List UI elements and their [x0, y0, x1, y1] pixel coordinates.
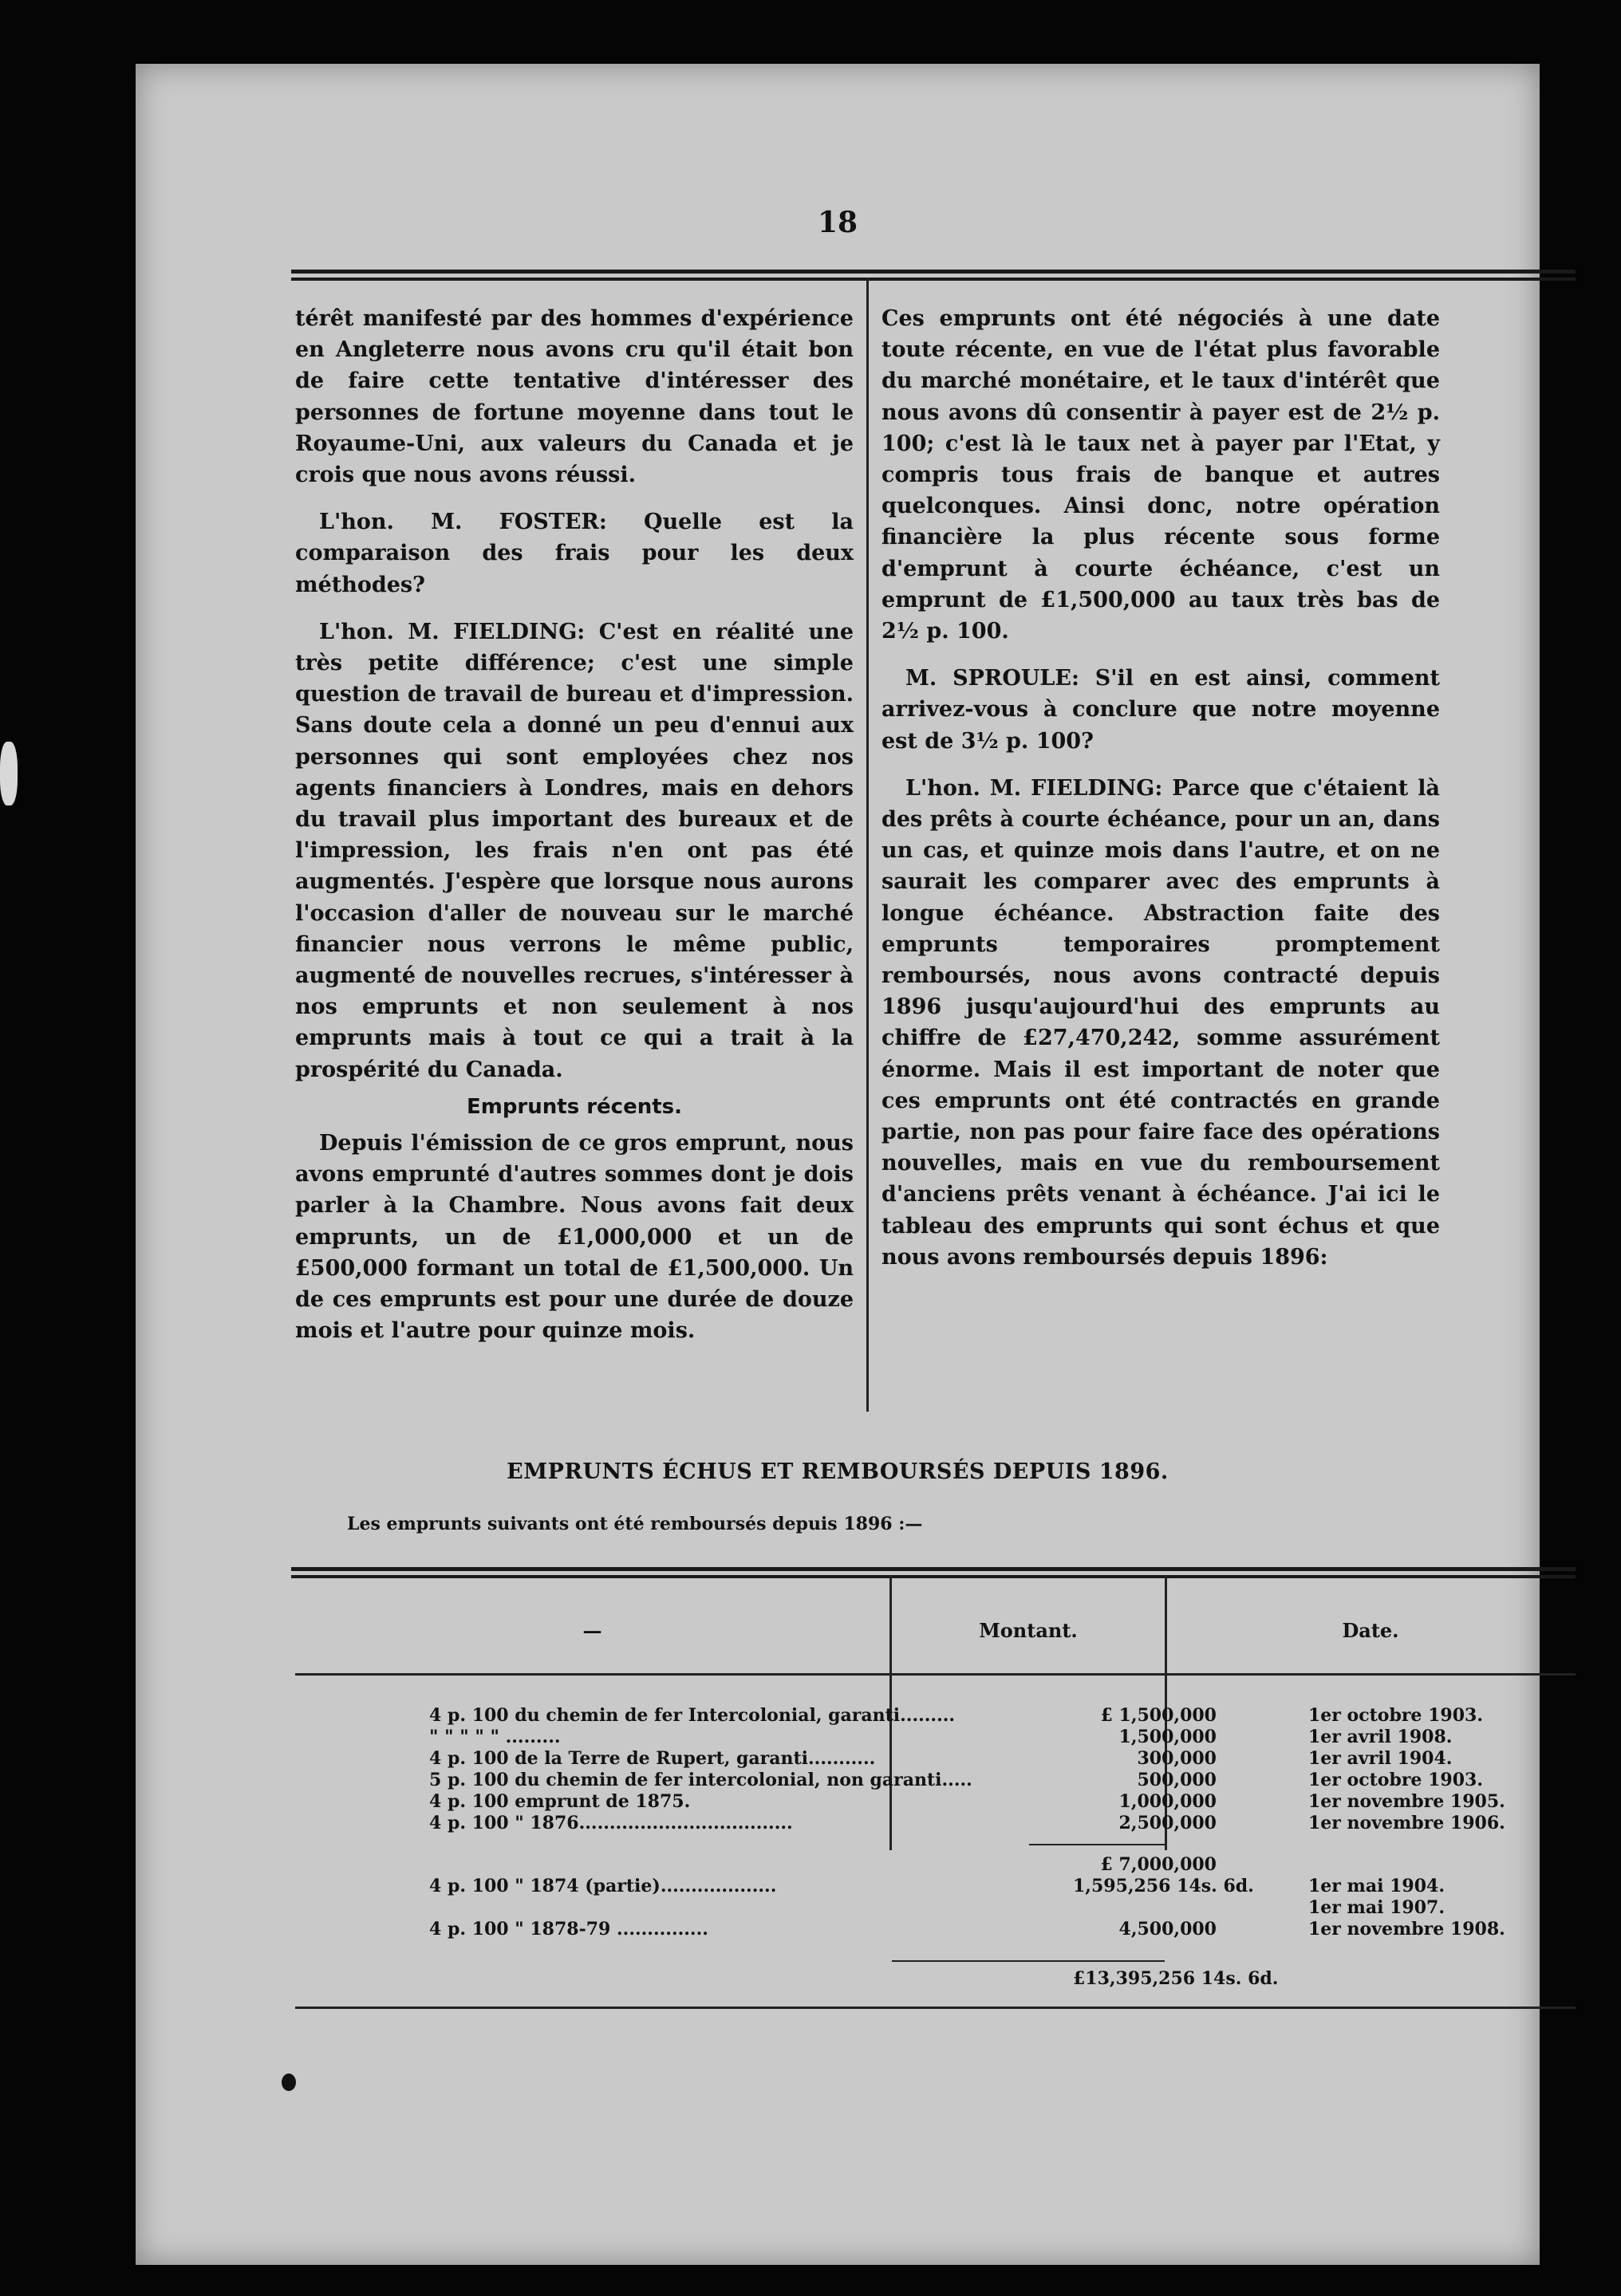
row-description: 5 p. 100 du chemin de fer intercolonial, non garanti..... [429, 1770, 972, 1790]
row-date: 1er avril 1908. [1308, 1727, 1453, 1747]
table-row [295, 1770, 1580, 1794]
paragraph-sproule: M. SPROULE: S'il en est ainsi, comment arrivez-vous à conclure que notre moyenne est de 3½ p. 100? [881, 666, 1440, 754]
page-number: 18 [817, 206, 858, 239]
row-amount: 1,000,000 [1118, 1791, 1217, 1812]
table-row [295, 1897, 1580, 1921]
paragraph-foster: L'hon. M. FOSTER: Quelle est la comparaison des frais pour les deux méthodes? [295, 510, 854, 597]
row-date: 1er avril 1904. [1308, 1748, 1453, 1769]
row-date: 1er octobre 1903. [1308, 1705, 1483, 1726]
table-row [295, 1813, 1580, 1837]
header-rule [291, 270, 1576, 281]
row-amount: 300,000 [1137, 1748, 1217, 1769]
row-description: 4 p. 100 emprunt de 1875. [429, 1791, 691, 1812]
ink-spot [282, 2073, 296, 2091]
paragraph-fielding: L'hon. M. FIELDING: Parce que c'étaient là des prêts à courte échéance, pour un an, dans un cas, et quinze mois dans l'autre, et on ne saurait les comparer avec des emprunts à longue échéance. Abstraction faite des emprunts temporaires promptement remboursés, nous avons contracté depuis 1896 jusqu'aujourd'hui des emprunts au chiffre de £27,470,242, somme assurément énorme. Mais il est important de noter que ces emprunts ont été contractés en grande partie, non pas pour faire face des opérations nouvelles, mais en vue du remboursement d'anciens prêts venant à échéance. J'ai ici le tableau des emprunts qui sont échus et que nous avons remboursés depuis 1896: [881, 775, 1440, 1270]
paragraph-fielding: L'hon. M. FIELDING: C'est en réalité une très petite différence; c'est une simple question de travail de bureau et d'impression. Sans doute cela a donné un peu d'ennui aux personnes qui sont employées chez nos agents financiers à Londres, mais en dehors du travail plus important des bureaux et de l'impression, les frais n'en ont pas été augmentés. J'espère que lorsque nous aurons l'occasion d'aller de nouveau sur le marché financier nous verrons le même public, augmenté de nouvelles recrues, s'intéresser à nos emprunts et non seulement à nos emprunts mais à tout ce qui a trait à la prospérité du Canada. [295, 619, 854, 1082]
total-rule [892, 1960, 1165, 1962]
row-date: 1er mai 1907. [1308, 1897, 1445, 1918]
row-amount: 2,500,000 [1118, 1813, 1217, 1833]
row-description: 4 p. 100 de la Terre de Rupert, garanti........... [429, 1748, 876, 1769]
table-header-rule [295, 1673, 1576, 1676]
left-column [295, 303, 854, 1347]
margin-mark [0, 742, 18, 805]
table-title: EMPRUNTS ÉCHUS ET REMBOURSÉS DEPUIS 1896. [507, 1459, 1169, 1484]
table-row [295, 1919, 1580, 1943]
row-date: 1er novembre 1905. [1308, 1791, 1505, 1812]
row-description: 4 p. 100 du chemin de fer Intercolonial, garanti......... [429, 1705, 956, 1726]
row-amount: £ 1,500,000 [1100, 1705, 1217, 1726]
table-row [295, 1727, 1580, 1751]
subtotal-rule [1029, 1844, 1165, 1845]
paragraph: Depuis l'émission de ce gros emprunt, nous avons emprunté d'autres sommes dont je dois parler à la Chambre. Nous avons fait deux emprunts, un de £1,000,000 et un de £500,000 formant un total de £1,500,000. Un de ces emprunts est pour une durée de douze mois et l'autre pour quinze mois. [295, 1131, 854, 1344]
document-page [136, 64, 1540, 2265]
row-amount: 4,500,000 [1118, 1919, 1217, 1940]
row-date: 1er novembre 1908. [1308, 1919, 1505, 1940]
row-date: 1er mai 1904. [1308, 1876, 1445, 1896]
table-header-description: — [582, 1619, 602, 1642]
row-description: 4 p. 100 " 1876................................... [429, 1813, 793, 1833]
table-row-total [295, 1968, 1580, 1992]
table-bottom-rule [295, 2007, 1576, 2009]
row-amount: 1,595,256 14s. 6d. [1073, 1876, 1254, 1896]
row-description: " " " " " ......... [429, 1727, 561, 1747]
row-amount: £13,395,256 14s. 6d. [1073, 1968, 1279, 1989]
row-amount: 1,500,000 [1118, 1727, 1217, 1747]
row-amount: £ 7,000,000 [1100, 1854, 1217, 1875]
right-column [881, 303, 1440, 1273]
table-row [295, 1876, 1580, 1900]
section-heading: Emprunts récents. [466, 1094, 683, 1119]
table-header-amount: Montant. [979, 1619, 1078, 1642]
row-date: 1er octobre 1903. [1308, 1770, 1483, 1790]
table-row-subtotal [295, 1854, 1580, 1878]
table-row [295, 1791, 1580, 1815]
table-header-date: Date. [1342, 1619, 1399, 1642]
paragraph: térêt manifesté par des hommes d'expérience en Angleterre nous avons cru qu'il était bon de faire cette tentative d'intéresser des personnes de fortune moyenne dans tout le Royaume-Uni, aux valeurs du Canada et je crois que nous avons réussi. [295, 306, 854, 488]
table-row [295, 1748, 1580, 1772]
row-description: 4 p. 100 " 1878-79 ............... [429, 1919, 708, 1940]
row-date: 1er novembre 1906. [1308, 1813, 1505, 1833]
table-top-rule [291, 1567, 1576, 1578]
column-divider [866, 279, 869, 1412]
row-description: 4 p. 100 " 1874 (partie)................... [429, 1876, 777, 1896]
table-row [295, 1705, 1580, 1729]
paragraph: Ces emprunts ont été négociés à une date toute récente, en vue de l'état plus favorable du marché monétaire, et le taux d'intérêt que nous avons dû consentir à payer est de 2½ p. 100; c'est là le taux net à payer par l'Etat, y compris tous frais de banque et autres quelconques. Ainsi donc, notre opération financière la plus récente sous forme d'emprunt à courte échéance, c'est un emprunt de £1,500,000 au taux très bas de 2½ p. 100. [881, 306, 1440, 644]
row-amount: 500,000 [1137, 1770, 1217, 1790]
table-intro: Les emprunts suivants ont été remboursés depuis 1896 :— [347, 1514, 923, 1534]
